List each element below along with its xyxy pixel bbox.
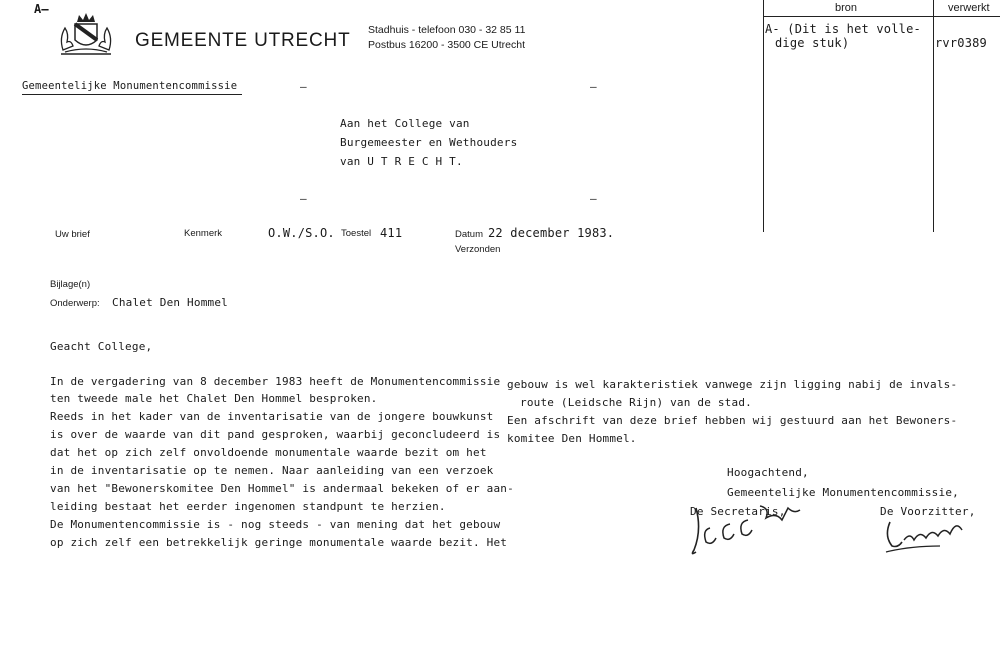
corner-mark: A– <box>34 2 49 16</box>
addressee-line-3: van U T R E C H T. <box>340 155 463 168</box>
fold-mark: – <box>590 80 597 93</box>
verwerkt-header: verwerkt <box>948 2 990 14</box>
salutation: Geacht College, <box>50 340 153 353</box>
body-left-line: van het "Bewonerskomitee Den Hommel" is andermaal bekeken of er aan- <box>50 482 514 495</box>
bron-header: bron <box>835 2 858 14</box>
sender-department: Gemeentelijke Monumentencommissie <box>22 80 238 92</box>
toestel-label: Toestel <box>341 228 372 239</box>
body-left-line: Reeds in het kader van de inventarisatie van de jongere bouwkunst <box>50 410 494 423</box>
chairman-signature <box>880 516 970 556</box>
body-right-line: komitee Den Hommel. <box>507 432 637 445</box>
closing-committee: Gemeentelijke Monumentencommissie, <box>727 486 959 499</box>
bron-entry-line-1: A- (Dit is het volle- <box>765 22 921 36</box>
body-left-line: dat het op zich zelf onvoldoende monumentale waarde bezit om het <box>50 446 487 459</box>
bijlage-label: Bijlage(n) <box>50 279 91 290</box>
chairman-title: De Voorzitter, <box>880 505 976 518</box>
bron-entry-line-2: dige stuk) <box>775 36 850 50</box>
onderwerp-label: Onderwerp: <box>50 298 100 309</box>
toestel-value: 411 <box>380 226 403 240</box>
closing-greeting: Hoogachtend, <box>727 466 809 479</box>
addressee-line-2: Burgemeester en Wethouders <box>340 136 518 149</box>
body-right-line: Een afschrift van deze brief hebben wij gestuurd aan het Bewoners- <box>507 414 958 427</box>
body-left-line: is over de waarde van dit pand gesproken, waarbij geconcludeerd is <box>50 428 501 441</box>
secretary-title: De Secretaris, <box>690 505 786 518</box>
fold-mark: – <box>590 192 597 205</box>
archive-table <box>763 0 1000 232</box>
datum-value: 22 december 1983. <box>488 226 615 240</box>
uw-brief-label: Uw brief <box>55 229 90 240</box>
address-line-2: Postbus 16200 - 3500 CE Utrecht <box>368 39 526 51</box>
kenmerk-value: O.W./S.O. <box>268 226 335 240</box>
verwerkt-entry: rvr0389 <box>935 36 987 50</box>
kenmerk-label: Kenmerk <box>184 228 223 239</box>
fold-mark: – <box>300 192 307 205</box>
body-left-line: In de vergadering van 8 december 1983 heeft de Monumentencommissie <box>50 375 501 388</box>
body-left-line: leiding bestaat het eerder ingenomen standpunt te herzien. <box>50 500 446 513</box>
fold-mark: – <box>300 80 307 93</box>
body-left-line: ten tweede male het Chalet Den Hommel besproken. <box>50 392 378 405</box>
body-left-line: De Monumentencommissie is - nog steeds - van mening dat het gebouw <box>50 518 501 531</box>
sender-underline <box>22 94 242 95</box>
verzonden-label: Verzonden <box>455 244 501 255</box>
body-left-line: op zich zelf een betrekkelijk geringe monumentale waarde bezit. Het <box>50 536 508 549</box>
datum-label: Datum <box>455 229 483 240</box>
address-line-1: Stadhuis - telefoon 030 - 32 85 11 <box>368 24 526 36</box>
utrecht-coat-of-arms-logo <box>55 10 117 56</box>
onderwerp-value: Chalet Den Hommel <box>112 296 228 309</box>
organization-name: GEMEENTE UTRECHT <box>135 30 351 51</box>
body-right-line: gebouw is wel karakteristiek vanwege zijn ligging nabij de invals- <box>507 378 958 391</box>
body-left-line: in de inventarisatie op te nemen. Naar aanleiding van een verzoek <box>50 464 494 477</box>
addressee-line-1: Aan het College van <box>340 117 470 130</box>
body-right-line: route (Leidsche Rijn) van de stad. <box>520 396 752 409</box>
secretary-signature <box>684 500 810 560</box>
